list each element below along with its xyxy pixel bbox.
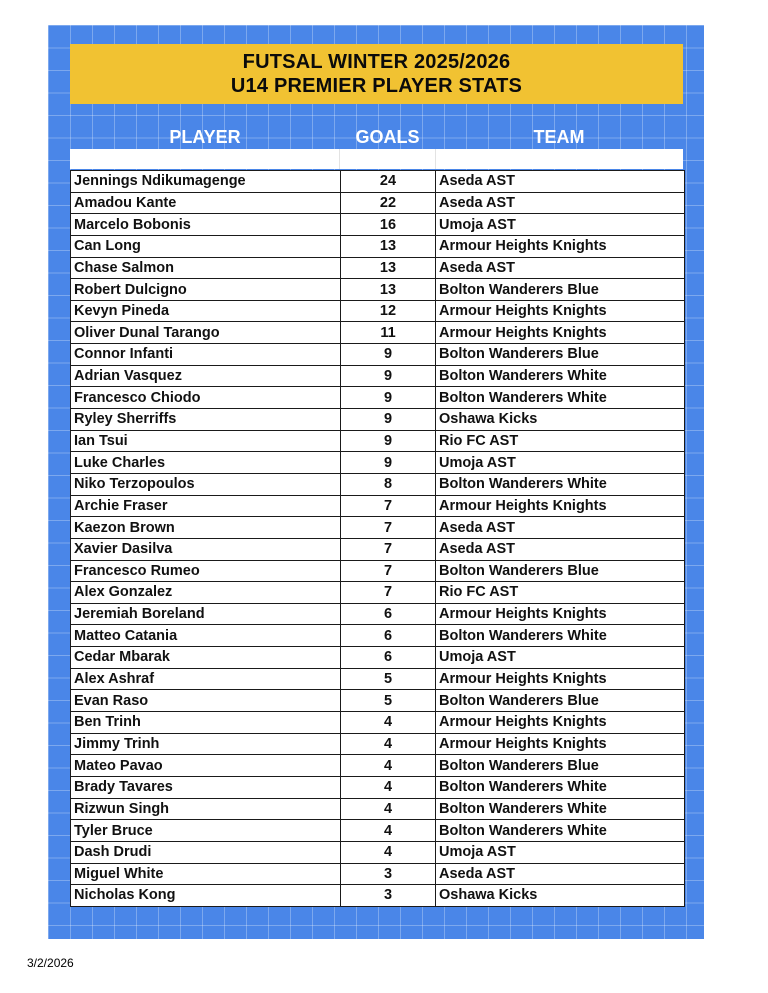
player-name-cell: Cedar Mbarak	[71, 647, 341, 669]
player-name-cell: Francesco Chiodo	[71, 387, 341, 409]
table-row	[71, 885, 685, 907]
goals-cell: 9	[341, 365, 436, 387]
goals-cell: 9	[341, 452, 436, 474]
goals-cell: 4	[341, 841, 436, 863]
team-cell: Bolton Wanderers White	[436, 820, 685, 842]
team-cell: Oshawa Kicks	[436, 409, 685, 431]
table-row	[71, 235, 685, 257]
goals-cell: 4	[341, 733, 436, 755]
team-cell: Armour Heights Knights	[436, 603, 685, 625]
team-cell: Bolton Wanderers Blue	[436, 344, 685, 366]
team-cell: Bolton Wanderers White	[436, 625, 685, 647]
team-cell: Aseda AST	[436, 538, 685, 560]
goals-cell: 12	[341, 300, 436, 322]
table-row	[71, 452, 685, 474]
player-name-cell: Adrian Vasquez	[71, 365, 341, 387]
goals-cell: 6	[341, 647, 436, 669]
player-name-cell: Jeremiah Boreland	[71, 603, 341, 625]
team-cell: Aseda AST	[436, 192, 685, 214]
table-row	[71, 582, 685, 604]
goals-cell: 7	[341, 495, 436, 517]
team-cell: Bolton Wanderers White	[436, 473, 685, 495]
player-name-cell: Dash Drudi	[71, 841, 341, 863]
team-cell: Bolton Wanderers Blue	[436, 690, 685, 712]
table-row	[71, 647, 685, 669]
goals-cell: 7	[341, 560, 436, 582]
table-row	[71, 733, 685, 755]
player-name-cell: Nicholas Kong	[71, 885, 341, 907]
table-row	[71, 517, 685, 539]
player-name-cell: Ian Tsui	[71, 430, 341, 452]
team-cell: Bolton Wanderers Blue	[436, 279, 685, 301]
team-cell: Armour Heights Knights	[436, 322, 685, 344]
header-goals: GOALS	[355, 127, 420, 147]
player-name-cell: Evan Raso	[71, 690, 341, 712]
team-cell: Armour Heights Knights	[436, 495, 685, 517]
team-cell: Armour Heights Knights	[436, 235, 685, 257]
goals-cell: 6	[341, 603, 436, 625]
player-name-cell: Alex Ashraf	[71, 668, 341, 690]
player-stats-table	[70, 170, 685, 907]
player-name-cell: Oliver Dunal Tarango	[71, 322, 341, 344]
goals-cell: 11	[341, 322, 436, 344]
player-name-cell: Robert Dulcigno	[71, 279, 341, 301]
player-name-cell: Jennings Ndikumagenge	[71, 171, 341, 193]
goals-cell: 24	[341, 171, 436, 193]
table-row	[71, 171, 685, 193]
player-name-cell: Tyler Bruce	[71, 820, 341, 842]
goals-cell: 4	[341, 755, 436, 777]
team-cell: Oshawa Kicks	[436, 885, 685, 907]
team-cell: Rio FC AST	[436, 430, 685, 452]
goals-cell: 13	[341, 235, 436, 257]
goals-cell: 4	[341, 776, 436, 798]
goals-cell: 4	[341, 820, 436, 842]
blank-cell-goals	[340, 149, 436, 169]
team-cell: Armour Heights Knights	[436, 300, 685, 322]
team-cell: Umoja AST	[436, 214, 685, 236]
player-name-cell: Marcelo Bobonis	[71, 214, 341, 236]
table-row	[71, 495, 685, 517]
goals-cell: 13	[341, 279, 436, 301]
player-name-cell: Xavier Dasilva	[71, 538, 341, 560]
player-name-cell: Chase Salmon	[71, 257, 341, 279]
team-cell: Aseda AST	[436, 863, 685, 885]
player-name-cell: Luke Charles	[71, 452, 341, 474]
team-cell: Bolton Wanderers White	[436, 387, 685, 409]
table-row	[71, 365, 685, 387]
player-name-cell: Rizwun Singh	[71, 798, 341, 820]
header-player: PLAYER	[169, 127, 241, 147]
team-cell: Aseda AST	[436, 257, 685, 279]
goals-cell: 3	[341, 863, 436, 885]
blank-spacer-row	[70, 149, 683, 169]
goals-cell: 9	[341, 409, 436, 431]
goals-cell: 3	[341, 885, 436, 907]
player-name-cell: Alex Gonzalez	[71, 582, 341, 604]
goals-cell: 22	[341, 192, 436, 214]
table-row	[71, 668, 685, 690]
header-team: TEAM	[533, 127, 585, 147]
table-row	[71, 690, 685, 712]
goals-cell: 7	[341, 517, 436, 539]
table-row	[71, 257, 685, 279]
table-row	[71, 841, 685, 863]
goals-cell: 8	[341, 473, 436, 495]
table-row	[71, 603, 685, 625]
goals-cell: 5	[341, 690, 436, 712]
team-cell: Armour Heights Knights	[436, 733, 685, 755]
team-cell: Armour Heights Knights	[436, 712, 685, 734]
title-banner	[70, 44, 683, 104]
blank-cell-player	[70, 149, 340, 169]
blank-cell-team	[436, 149, 683, 169]
player-name-cell: Matteo Catania	[71, 625, 341, 647]
player-name-cell: Jimmy Trinh	[71, 733, 341, 755]
player-name-cell: Mateo Pavao	[71, 755, 341, 777]
table-row	[71, 387, 685, 409]
player-name-cell: Ryley Sherriffs	[71, 409, 341, 431]
player-name-cell: Amadou Kante	[71, 192, 341, 214]
goals-cell: 7	[341, 538, 436, 560]
goals-cell: 4	[341, 798, 436, 820]
player-stats-body	[71, 171, 685, 907]
goals-cell: 16	[341, 214, 436, 236]
team-cell: Bolton Wanderers Blue	[436, 560, 685, 582]
table-row	[71, 776, 685, 798]
player-name-cell: Can Long	[71, 235, 341, 257]
table-row	[71, 214, 685, 236]
table-row	[71, 473, 685, 495]
team-cell: Bolton Wanderers White	[436, 365, 685, 387]
table-row	[71, 798, 685, 820]
table-row	[71, 192, 685, 214]
goals-cell: 4	[341, 712, 436, 734]
table-row	[71, 755, 685, 777]
goals-cell: 6	[341, 625, 436, 647]
goals-cell: 7	[341, 582, 436, 604]
footer-date: 3/2/2026	[27, 956, 74, 970]
team-cell: Bolton Wanderers Blue	[436, 755, 685, 777]
player-name-cell: Niko Terzopoulos	[71, 473, 341, 495]
player-name-cell: Kaezon Brown	[71, 517, 341, 539]
team-cell: Bolton Wanderers White	[436, 798, 685, 820]
table-row	[71, 344, 685, 366]
player-name-cell: Archie Fraser	[71, 495, 341, 517]
table-row	[71, 625, 685, 647]
goals-cell: 5	[341, 668, 436, 690]
team-cell: Rio FC AST	[436, 582, 685, 604]
title-line-1: FUTSAL WINTER 2025/2026	[242, 51, 511, 73]
table-row	[71, 322, 685, 344]
table-row	[71, 863, 685, 885]
column-header-row	[70, 126, 683, 148]
player-name-cell: Kevyn Pineda	[71, 300, 341, 322]
table-row	[71, 560, 685, 582]
goals-cell: 9	[341, 344, 436, 366]
goals-cell: 9	[341, 387, 436, 409]
player-name-cell: Miguel White	[71, 863, 341, 885]
table-row	[71, 430, 685, 452]
title-line-2: U14 PREMIER PLAYER STATS	[230, 75, 523, 97]
goals-cell: 13	[341, 257, 436, 279]
table-row	[71, 279, 685, 301]
goals-cell: 9	[341, 430, 436, 452]
team-cell: Bolton Wanderers White	[436, 776, 685, 798]
player-name-cell: Brady Tavares	[71, 776, 341, 798]
table-row	[71, 712, 685, 734]
team-cell: Armour Heights Knights	[436, 668, 685, 690]
table-row	[71, 300, 685, 322]
team-cell: Umoja AST	[436, 841, 685, 863]
player-name-cell: Connor Infanti	[71, 344, 341, 366]
player-name-cell: Francesco Rumeo	[71, 560, 341, 582]
table-row	[71, 409, 685, 431]
team-cell: Umoja AST	[436, 647, 685, 669]
table-row	[71, 538, 685, 560]
team-cell: Umoja AST	[436, 452, 685, 474]
player-name-cell: Ben Trinh	[71, 712, 341, 734]
team-cell: Aseda AST	[436, 171, 685, 193]
table-row	[71, 820, 685, 842]
team-cell: Aseda AST	[436, 517, 685, 539]
